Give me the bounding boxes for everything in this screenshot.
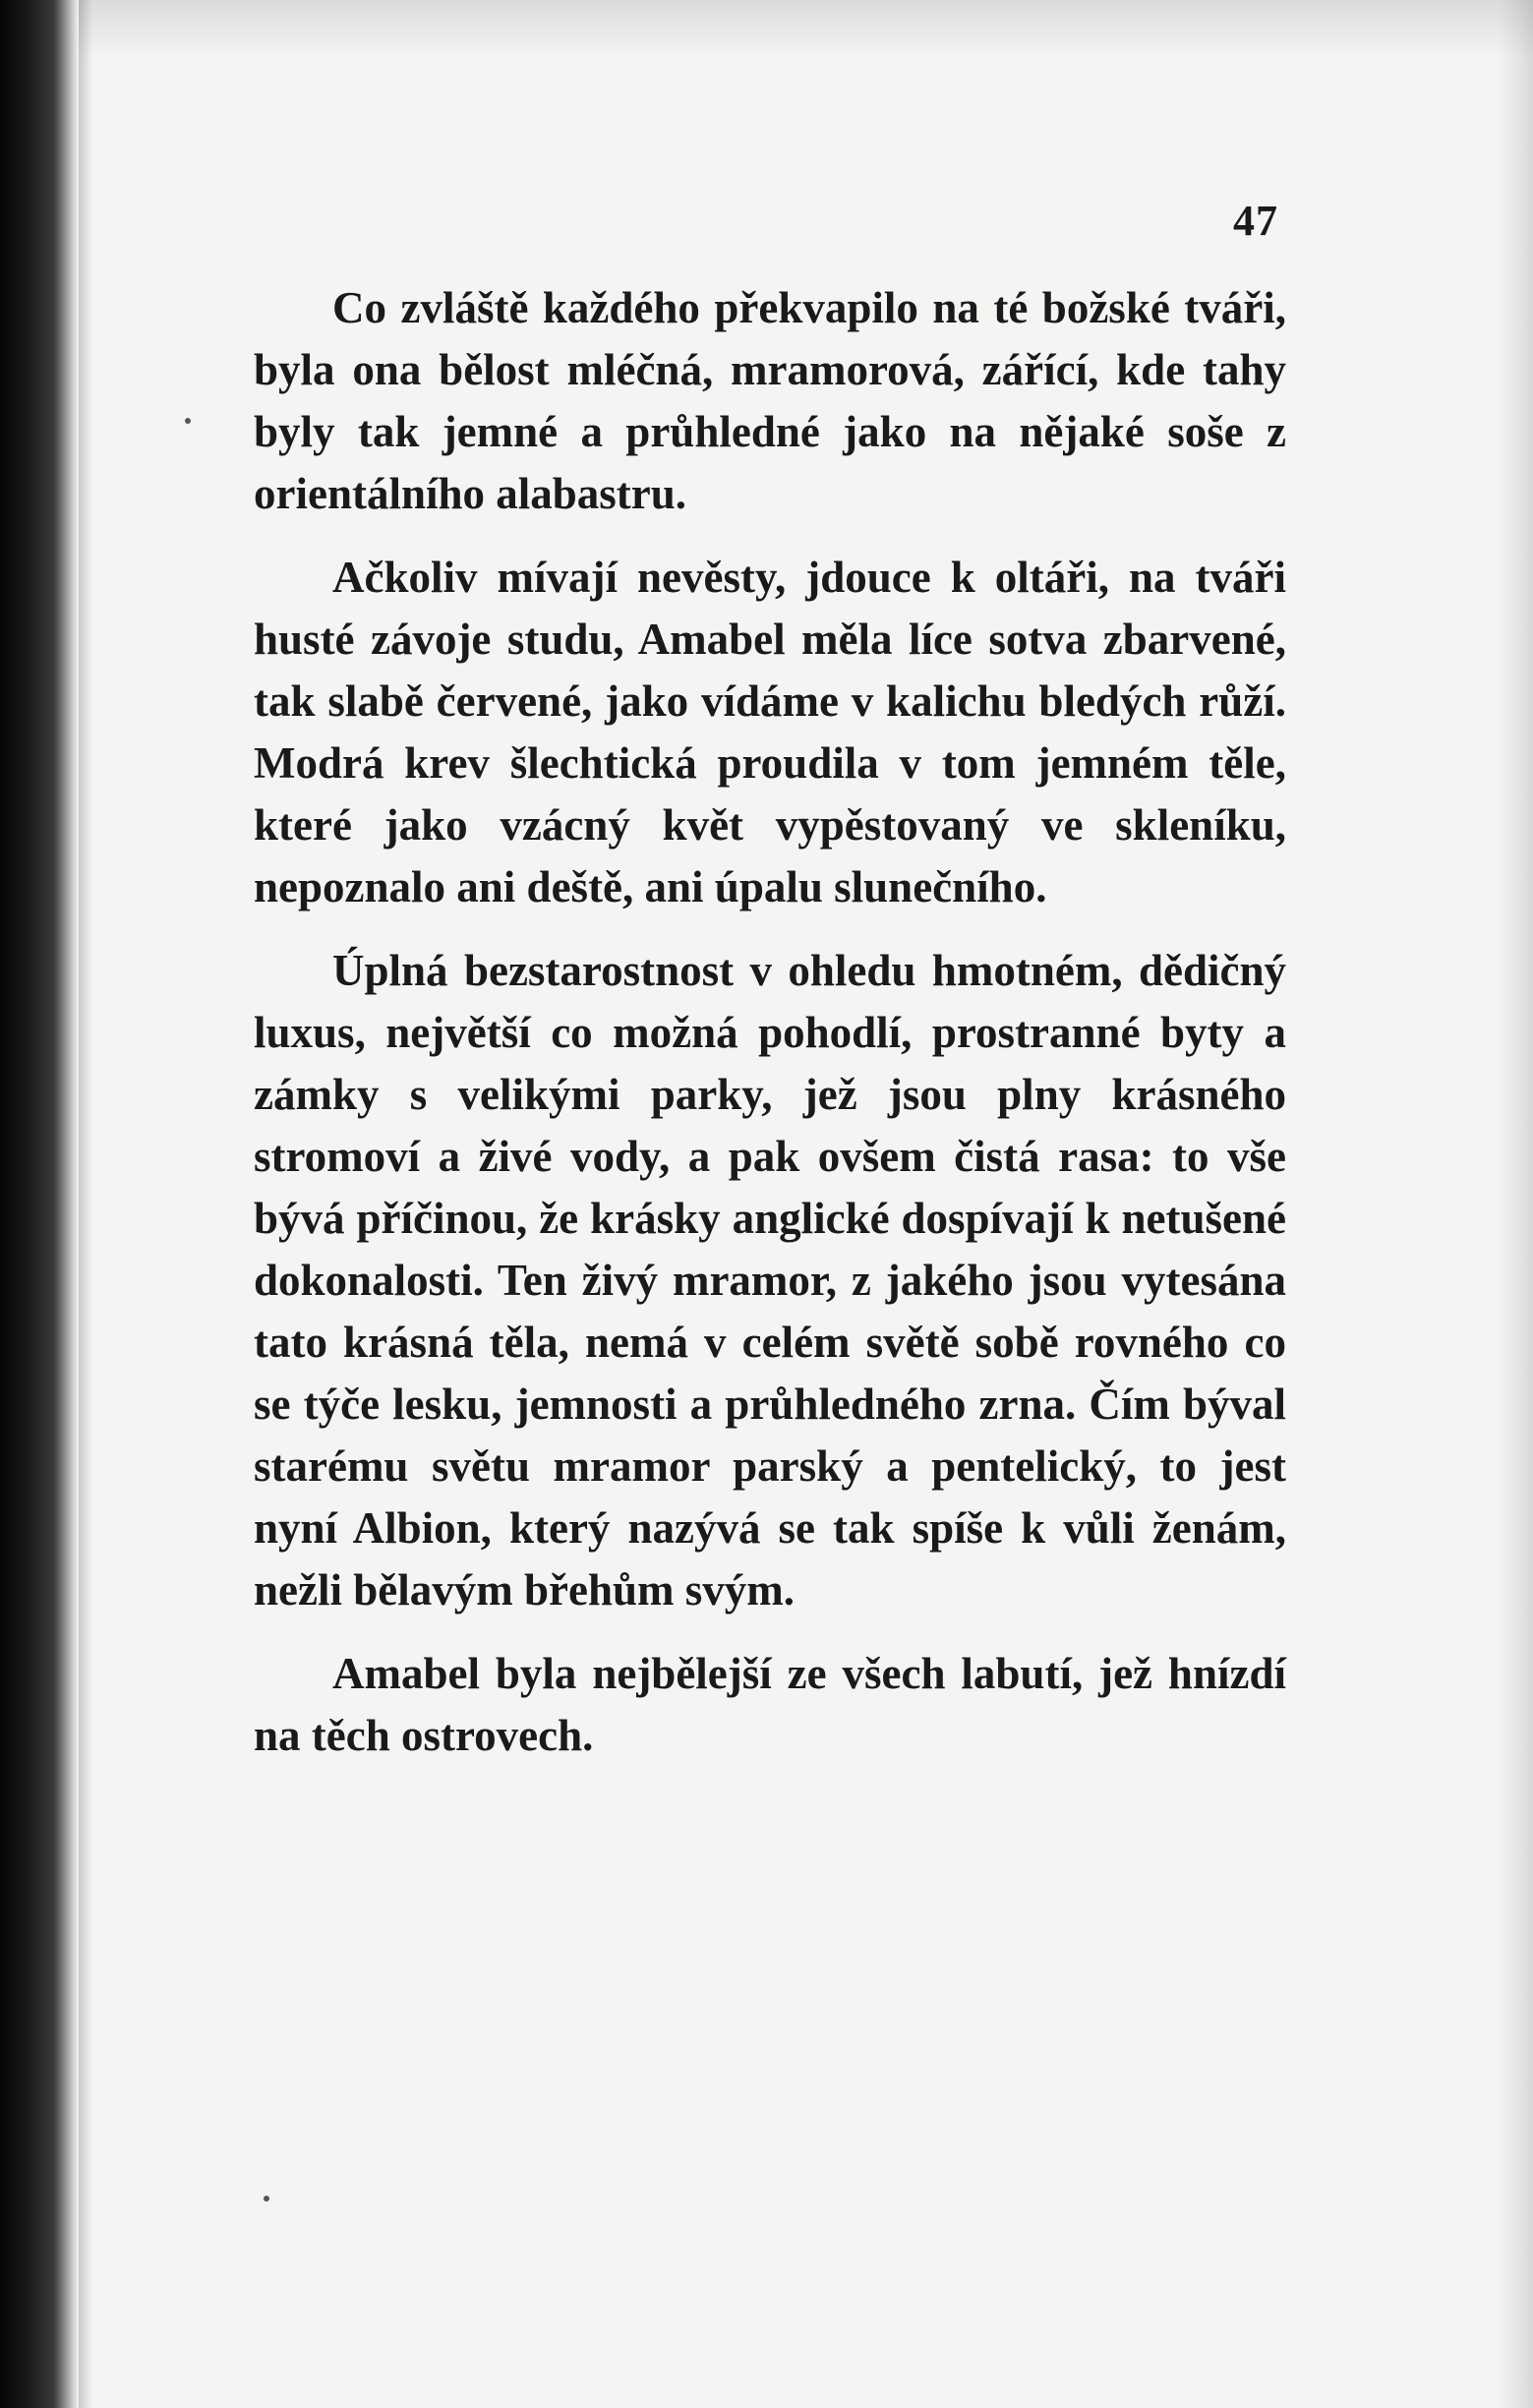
gutter-shadow: [79, 0, 92, 2408]
book-binding-edge: [0, 0, 79, 2408]
page-number: 47: [1233, 197, 1278, 245]
scan-speck: [185, 418, 191, 424]
body-text: [254, 277, 1286, 1767]
top-edge-shadow: [79, 0, 1533, 59]
paragraph: Ačkoliv mívají nevěsty, jdouce k oltáři, na tváři husté závoje studu, Amabel měla líce sotva zbarvené, tak slabě červené, jako vídáme v kalichu bledých růží. Modrá krev šlechtická proudila v tom jemném těle, které jako vzácný květ vypěstovaný ve skleníku, nepoznalo ani deště, ani úpalu slunečního.: [254, 553, 1286, 911]
paragraph: Úplná bezstarostnost v ohledu hmotném, dědičný luxus, největší co možná pohodlí, prostranné byty a zámky s velikými parky, jež jsou plny krásného stromoví a živé vody, a pak ovšem čistá rasa: to vše bývá příčinou, že krásky anglické dospívají k netušené dokonalosti. Ten živý mramor, z jakého jsou vytesána tato krásná těla, nemá v celém světě sobě rovného co se týče lesku, jemnosti a průhledného zrna. Čím býval starému světu mramor parský a pentelický, to jest nyní Albion, který nazývá se tak spíše k vůli ženám, nežli bělavým břehům svým.: [254, 946, 1286, 1615]
paragraph: Co zvláště každého překvapilo na té božské tváři, byla ona bělost mléčná, mramorová, zářící, kde tahy byly tak jemné a průhledné jako na nějaké soše z orientálního alabastru.: [254, 283, 1286, 518]
right-page-edge: [1498, 0, 1533, 2408]
paragraph: Amabel byla nejbělejší ze všech labutí, jež hnízdí na těch ostrovech.: [254, 1649, 1286, 1760]
scan-speck: [264, 2196, 269, 2202]
